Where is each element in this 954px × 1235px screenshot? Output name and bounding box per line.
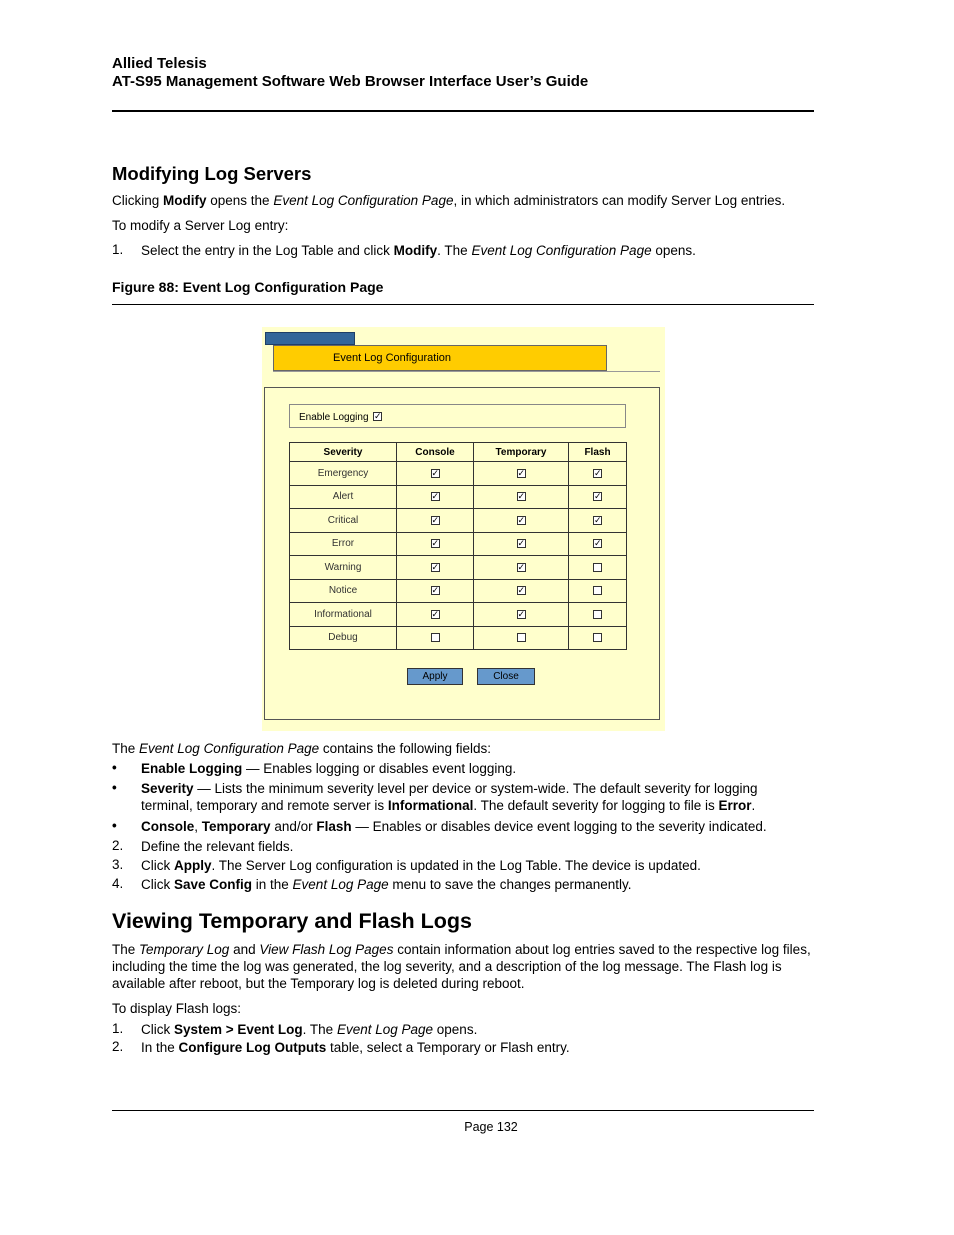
temporary-cell: [474, 462, 569, 486]
tab-marker: [265, 332, 355, 345]
field-enable-logging: Enable Logging — Enables logging or disables event logging.: [141, 761, 517, 776]
temporary-checkbox[interactable]: ✓: [517, 585, 526, 596]
column-header-flash: Flash: [569, 443, 627, 462]
step-text: Click Apply. The Server Log configuration is updated in the Log Table. The device is updated.: [141, 858, 701, 873]
console-checkbox[interactable]: ✓: [431, 585, 440, 596]
flash-checkbox[interactable]: ✓: [594, 491, 602, 502]
to-display-text: To display Flash logs:: [112, 1001, 242, 1016]
severity-cell: Emergency: [290, 462, 397, 486]
temporary-cell: [474, 603, 569, 627]
flash-checkbox[interactable]: [593, 633, 602, 642]
field-severity: Severity — Lists the minimum severity level per device or system-wide. The default severity for logging terminal, temporary and remote server is Informational. The default severity for logging to file is Error.: [141, 781, 758, 813]
severity-cell: Notice: [290, 579, 397, 603]
severity-cell: Error: [290, 532, 397, 556]
bullet-marker: •: [112, 818, 117, 833]
temporary-checkbox[interactable]: ✓: [517, 538, 526, 549]
close-button[interactable]: Close: [477, 668, 535, 685]
table-row: [290, 485, 627, 509]
step-number: 1.: [112, 242, 124, 257]
flash-checkbox[interactable]: ✓: [594, 538, 602, 549]
temporary-checkbox[interactable]: ✓: [517, 561, 526, 572]
severity-cell: Informational: [290, 603, 397, 627]
severity-table: [289, 442, 627, 650]
figure-rule: [112, 304, 814, 305]
temporary-checkbox[interactable]: ✓: [517, 491, 526, 502]
section2-paragraph: The Temporary Log and View Flash Log Pages contain information about log entries saved to the respective log files, including the time the log was generated, the log severity, and a description of the log message. The Flash log is available after reboot, but the Temporary log is deleted during reboot.: [112, 942, 811, 991]
enable-logging-label: Enable Logging: [299, 412, 369, 423]
table-row: [290, 462, 627, 486]
table-row: [290, 532, 627, 556]
table-row: [290, 626, 627, 650]
console-checkbox[interactable]: [431, 633, 440, 642]
fields-intro: The Event Log Configuration Page contains the following fields:: [112, 741, 492, 756]
console-cell: [397, 603, 474, 627]
temporary-cell: [474, 532, 569, 556]
table-row: [290, 579, 627, 603]
step-number: 4.: [112, 876, 124, 891]
flash-cell: [569, 579, 627, 603]
flash-cell: [569, 626, 627, 650]
console-checkbox[interactable]: ✓: [431, 514, 440, 525]
column-header-severity: Severity: [290, 443, 397, 462]
tab-title: Event Log Configuration: [333, 352, 452, 364]
flash-cell: [569, 532, 627, 556]
step-number: 2.: [112, 1039, 124, 1054]
severity-cell: Debug: [290, 626, 397, 650]
temporary-checkbox[interactable]: ✓: [517, 608, 526, 619]
console-cell: [397, 462, 474, 486]
console-cell: [397, 532, 474, 556]
console-cell: [397, 556, 474, 580]
section-heading-modifying-log-servers: Modifying Log Servers: [112, 163, 312, 184]
flash-cell: [569, 485, 627, 509]
header-rule: [112, 110, 814, 112]
section-heading-viewing-logs: Viewing Temporary and Flash Logs: [112, 909, 472, 933]
footer-rule: [112, 1110, 814, 1111]
company-name: Allied Telesis: [112, 55, 207, 72]
flash-checkbox[interactable]: [593, 563, 602, 572]
field-console-temporary-flash: Console, Temporary and/or Flash — Enables or disables device event logging to the severity indicated.: [141, 819, 767, 834]
console-checkbox[interactable]: ✓: [431, 538, 440, 549]
flash-checkbox[interactable]: [593, 610, 602, 619]
document-title: AT-S95 Management Software Web Browser Interface User’s Guide: [112, 73, 589, 90]
temporary-cell: [474, 556, 569, 580]
temporary-cell: [474, 509, 569, 533]
to-modify-text: To modify a Server Log entry:: [112, 218, 289, 233]
flash-checkbox[interactable]: [593, 586, 602, 595]
severity-cell: Critical: [290, 509, 397, 533]
step-text: Select the entry in the Log Table and click Modify. The Event Log Configuration Page opens.: [141, 243, 696, 258]
step-text: Click Save Config in the Event Log Page menu to save the changes permanently.: [141, 877, 632, 892]
console-checkbox[interactable]: ✓: [431, 491, 440, 502]
temporary-checkbox[interactable]: ✓: [517, 467, 526, 478]
bullet-marker: •: [112, 780, 117, 795]
step-text: In the Configure Log Outputs table, select a Temporary or Flash entry.: [141, 1040, 570, 1055]
column-header-console: Console: [397, 443, 474, 462]
figure-caption: Figure 88: Event Log Configuration Page: [112, 279, 384, 295]
step-text: Click System > Event Log. The Event Log Page opens.: [141, 1022, 478, 1037]
table-header-row: [290, 443, 627, 462]
intro-paragraph: Clicking Modify opens the Event Log Configuration Page, in which administrators can modify Server Log entries.: [112, 193, 786, 208]
page-number: Page 132: [464, 1120, 518, 1134]
column-header-temporary: Temporary: [474, 443, 569, 462]
step-number: 2.: [112, 838, 124, 853]
console-checkbox[interactable]: ✓: [431, 608, 440, 619]
temporary-checkbox[interactable]: ✓: [517, 514, 526, 525]
console-cell: [397, 509, 474, 533]
severity-cell: Alert: [290, 485, 397, 509]
tab-divider: [273, 371, 660, 372]
enable-logging-checkbox[interactable]: ✓: [374, 411, 382, 421]
table-row: [290, 509, 627, 533]
bullet-marker: •: [112, 760, 117, 775]
temporary-cell: [474, 579, 569, 603]
step-number: 3.: [112, 857, 124, 872]
severity-cell: Warning: [290, 556, 397, 580]
flash-cell: [569, 603, 627, 627]
step-text: Define the relevant fields.: [141, 839, 294, 854]
console-checkbox[interactable]: ✓: [431, 467, 440, 478]
temporary-cell: [474, 485, 569, 509]
flash-cell: [569, 462, 627, 486]
console-cell: [397, 579, 474, 603]
flash-cell: [569, 556, 627, 580]
temporary-cell: [474, 626, 569, 650]
console-cell: [397, 626, 474, 650]
table-row: [290, 603, 627, 627]
apply-button[interactable]: Apply: [407, 668, 463, 685]
table-row: [290, 556, 627, 580]
flash-checkbox[interactable]: ✓: [594, 514, 602, 525]
step-number: 1.: [112, 1021, 124, 1036]
console-checkbox[interactable]: ✓: [431, 561, 440, 572]
console-cell: [397, 485, 474, 509]
flash-checkbox[interactable]: ✓: [594, 467, 602, 478]
flash-cell: [569, 509, 627, 533]
temporary-checkbox[interactable]: [517, 633, 526, 642]
